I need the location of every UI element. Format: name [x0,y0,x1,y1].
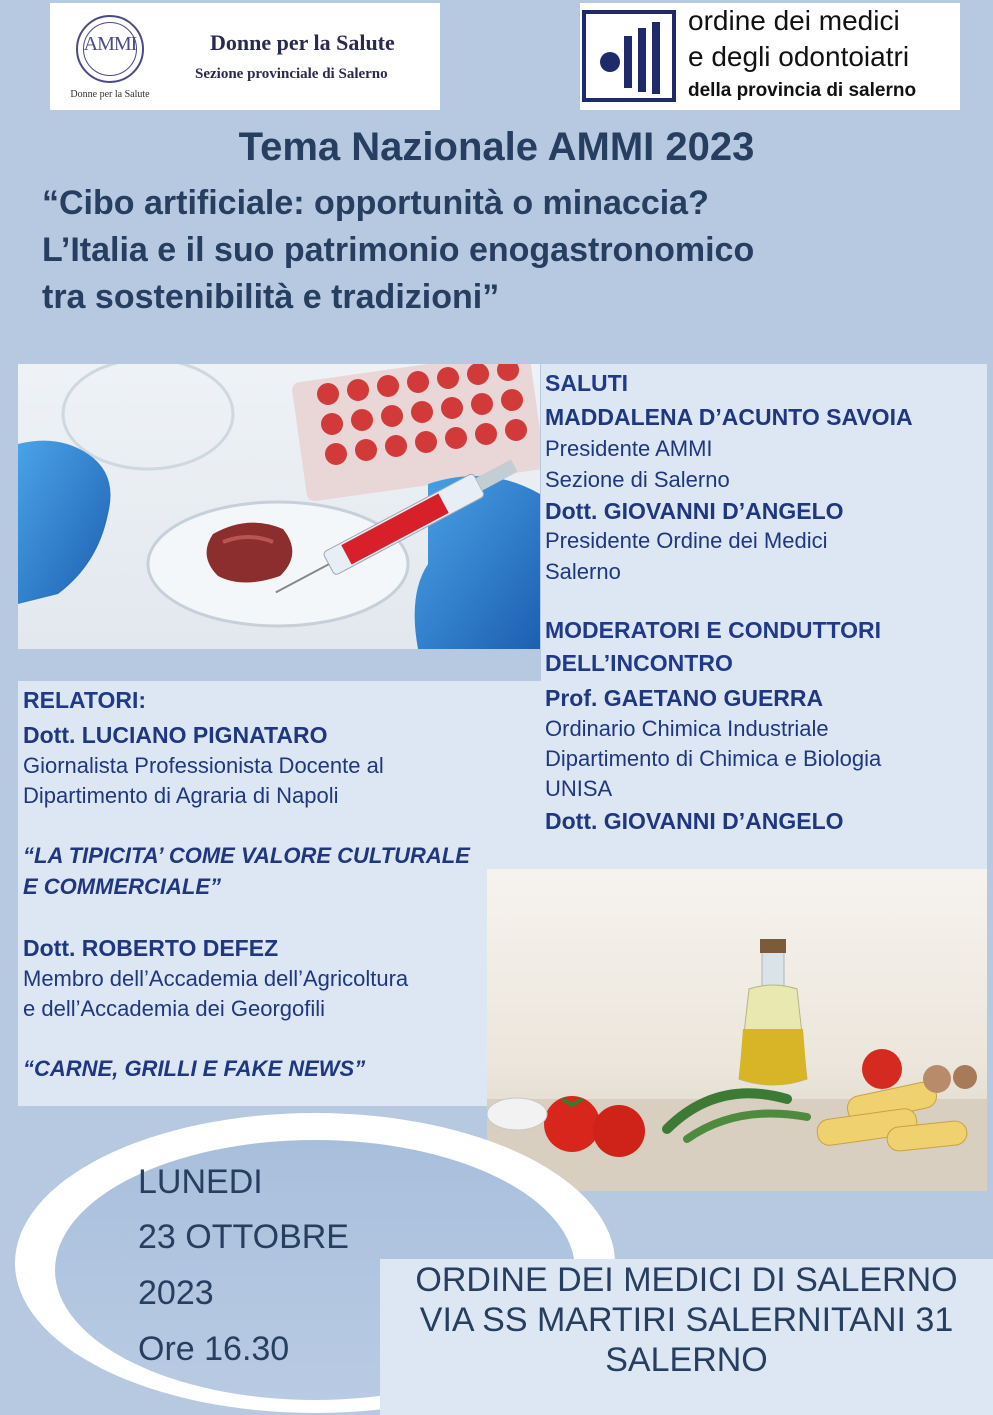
relatore-role: Giornalista Professionista Docente al [23,753,384,778]
page-title: Tema Nazionale AMMI 2023 [238,125,755,169]
donne-salute-subtitle: Sezione provinciale di Salerno [195,66,388,82]
saluti-speaker-role: Sezione di Salerno [545,467,730,492]
event-year: 2023 [138,1274,214,1312]
relatori-label: RELATORI: [23,687,147,713]
italian-food-illustration [487,869,987,1191]
venue-line: SALERNO [605,1341,768,1379]
lab-meat-photo [18,364,540,649]
relatore-role: e dell’Accademia dei Georgofili [23,996,326,1021]
italian-food-photo [487,869,987,1191]
relatore-role: Dipartimento di Agraria di Napoli [23,783,339,808]
saluti-moderatori-panel [541,364,987,869]
relatore-talk-title: E COMMERCIALE” [23,874,221,899]
saluti-speaker-name: MADDALENA D’ACUNTO SAVOIA [545,404,913,430]
event-theme [42,180,982,321]
ammi-seal-caption: Donne per la Salute [70,89,150,100]
venue-box [380,1259,993,1415]
saluti-label: SALUTI [545,370,629,396]
relatore-name: Dott. ROBERTO DEFEZ [23,935,279,961]
moderatore-role: UNISA [545,776,613,801]
ordine-medici-line1: ordine dei medici [688,5,900,36]
moderatore-role: Ordinario Chimica Industriale [545,716,829,741]
moderatori-label: DELL’INCONTRO [545,650,733,676]
event-date: 23 OTTOBRE [138,1218,349,1256]
saluti-speaker-role: Salerno [545,559,621,584]
ammi-seal-icon: AMMI [76,15,144,83]
donne-salute-title: Donne per la Salute [210,30,395,55]
venue-line: ORDINE DEI MEDICI DI SALERNO [415,1261,958,1299]
relatore-role: Membro dell’Accademia dell’Agricoltura [23,966,409,991]
relatore-name: Dott. LUCIANO PIGNATARO [23,722,328,748]
event-day: LUNEDI [138,1163,263,1201]
relatori-panel [18,681,487,1106]
saluti-speaker-name: Dott. GIOVANNI D’ANGELO [545,498,844,524]
ordine-medici-line3: della provincia di salerno [688,80,917,101]
saluti-speaker-role: Presidente AMMI [545,436,713,461]
venue-line: VIA SS MARTIRI SALERNITANI 31 [419,1301,954,1339]
moderatori-label: MODERATORI E CONDUTTORI [545,617,882,643]
ordine-medici-emblem-icon [582,10,676,102]
moderatore-role: Dipartimento di Chimica e Biologia [545,746,882,771]
moderatore-name: Dott. GIOVANNI D’ANGELO [545,808,844,834]
saluti-speaker-role: Presidente Ordine dei Medici [545,528,828,553]
moderatore-name: Prof. GAETANO GUERRA [545,685,824,711]
relatore-talk-title: “CARNE, GRILLI E FAKE NEWS” [23,1056,366,1081]
ammi-logo-block [50,3,440,110]
lab-meat-illustration [18,364,540,649]
event-theme-line: tra sostenibilità e tradizioni” [42,278,500,316]
event-theme-line: “Cibo artificiale: opportunità o minaccia? [42,184,709,222]
relatore-talk-title: “LA TIPICITA’ COME VALORE CULTURALE [23,843,470,868]
event-time: Ore 16.30 [138,1330,290,1368]
event-theme-line: L’Italia e il suo patrimonio enogastronomico [42,231,755,269]
ordine-medici-line2: e degli odontoiatri [688,41,910,72]
ordine-medici-logo-block [580,3,960,110]
